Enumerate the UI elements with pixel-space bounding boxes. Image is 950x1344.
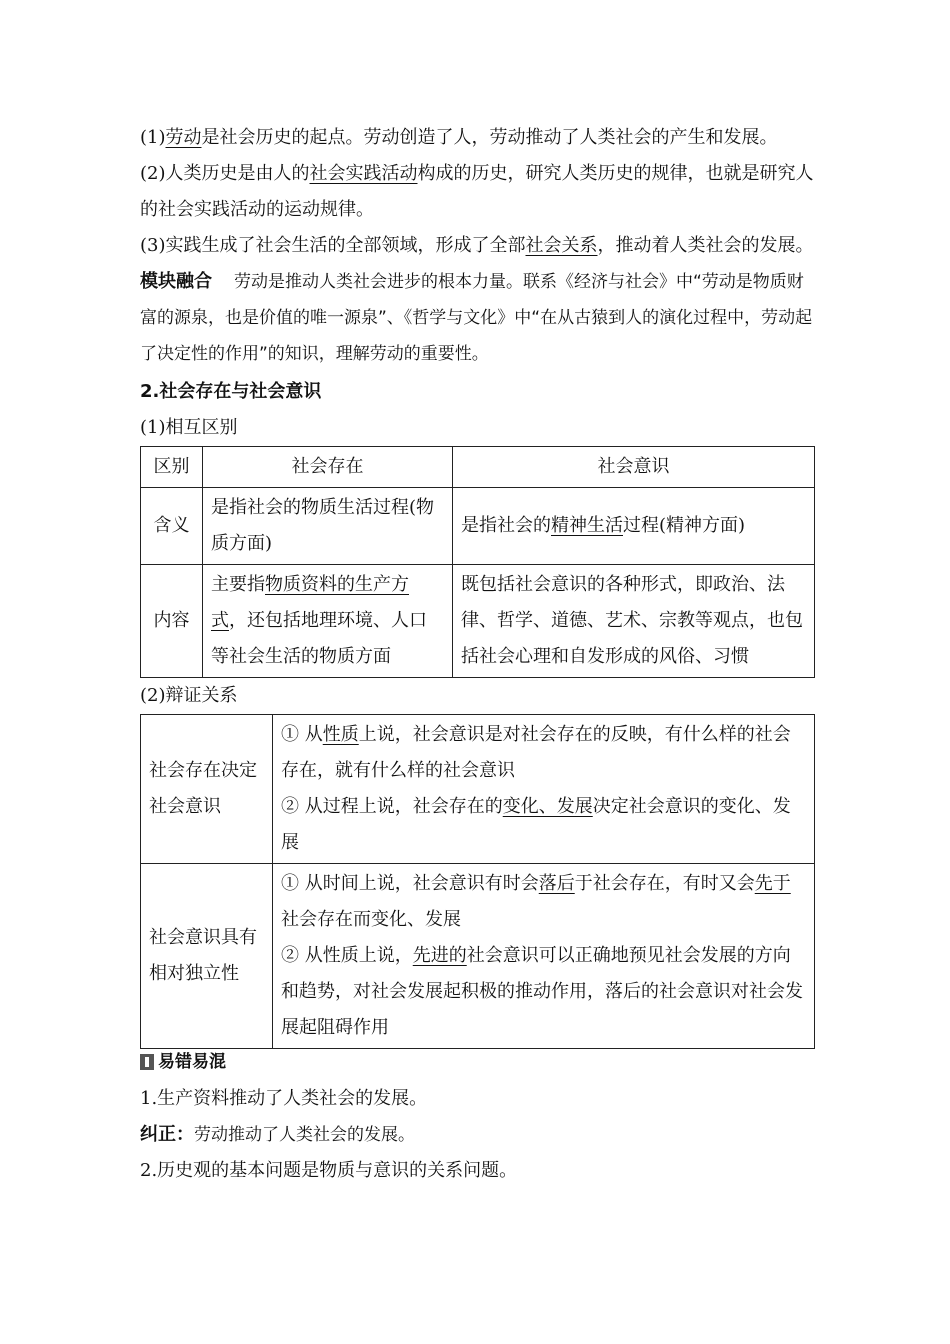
fusion-text: 劳动是推动人类社会进步的根本力量。联系《经济与社会》中“劳动是物质财富的源泉，也是价值的唯一源泉”、《哲学与文化》中“在从古猿到人的演化过程中，劳动起了决定性的作用”的知识，理解劳动的重要性。 — [140, 272, 813, 364]
row-label: 社会意识具有相对独立性 — [141, 864, 273, 1049]
table-header: 区别 — [141, 447, 203, 488]
table-row — [141, 565, 815, 678]
table-header: 社会意识 — [453, 447, 815, 488]
table-row — [141, 864, 815, 1049]
module-fusion — [140, 264, 815, 372]
text: 决定社会意识的变化、发展 — [281, 796, 791, 853]
section-marker-icon — [140, 1054, 154, 1070]
table-header: 社会存在 — [203, 447, 453, 488]
paragraph-3 — [140, 228, 815, 264]
cell-line — [281, 717, 806, 789]
text: 构成的历史，研究人类历史的规律，也就是研究人的社会实践活动的运动规律。 — [140, 163, 814, 220]
table-cell — [203, 565, 453, 678]
underlined-term: 精神生活 — [551, 515, 623, 536]
subheading-2: (2)辩证关系 — [140, 685, 238, 706]
confusion-heading — [140, 1049, 815, 1075]
text: ② 从性质上说， — [281, 945, 413, 966]
table-cell — [453, 488, 815, 565]
table-cell: 既包括社会意识的各种形式，即政治、法律、哲学、道德、艺术、宗教等观点，也包括社会心理和自发形成的风俗、习惯 — [453, 565, 815, 678]
table-cell: 是指社会的物质生活过程(物质方面) — [203, 488, 453, 565]
underlined-term: 落后 — [538, 873, 575, 894]
underlined-term: 物质资料的生产方式 — [211, 574, 409, 631]
text: ① 从 — [281, 724, 323, 745]
text: ，推动着人类社会的发展。 — [597, 235, 814, 256]
text: 过程(精神方面) — [623, 515, 746, 536]
underlined-term: 先进的 — [412, 945, 467, 966]
underlined-term: 社会实践活动 — [309, 163, 418, 184]
text: (1) — [140, 127, 166, 148]
text: 是指社会的 — [461, 515, 551, 536]
cell-line — [281, 866, 806, 938]
table-cell — [273, 715, 815, 864]
text: ② 从过程上说，社会存在的 — [281, 796, 503, 817]
row-label: 社会存在决定社会意识 — [141, 715, 273, 864]
correction — [140, 1117, 815, 1153]
fusion-label: 模块融合 — [140, 271, 212, 292]
paragraph-2 — [140, 156, 815, 228]
text: 社会存在而变化、发展 — [281, 909, 461, 930]
underlined-term: 先于 — [754, 873, 791, 894]
text: ，还包括地理环境、人口等社会生活的物质方面 — [211, 610, 427, 667]
confusion-item-2: 2.历史观的基本问题是物质与意识的关系问题。 — [140, 1160, 518, 1181]
row-label: 含义 — [141, 488, 203, 565]
table-row — [141, 715, 815, 864]
table-cell — [273, 864, 815, 1049]
dialectic-table — [140, 714, 815, 1049]
correction-label: 纠正： — [140, 1124, 194, 1145]
correction-text: 劳动推动了人类社会的发展。 — [194, 1125, 415, 1145]
section-2-title: 2.社会存在与社会意识 — [140, 381, 322, 402]
text: 于社会存在，有时又会 — [574, 873, 755, 894]
distinction-table — [140, 446, 815, 678]
text: 是社会历史的起点。劳动创造了人，劳动推动了人类社会的产生和发展。 — [201, 127, 778, 148]
cell-line — [281, 789, 806, 861]
underlined-term: 性质 — [322, 724, 359, 745]
document-page — [140, 120, 815, 1189]
underlined-term: 劳动 — [165, 127, 202, 148]
text: (3)实践生成了社会生活的全部领域，形成了全部 — [140, 235, 526, 256]
underlined-term: 变化、发展 — [502, 796, 593, 817]
text: 上说，社会意识是对社会存在的反映，有什么样的社会存在，就有什么样的社会意识 — [281, 724, 791, 781]
row-label: 内容 — [141, 565, 203, 678]
text: ① 从时间上说，社会意识有时会 — [281, 873, 539, 894]
cell-line — [281, 938, 806, 1046]
subheading-1: (1)相互区别 — [140, 417, 238, 438]
table-row — [141, 447, 815, 488]
text: 主要指 — [211, 574, 265, 595]
text: 社会意识可以正确地预见社会发展的方向和趋势，对社会发展起积极的推动作用，落后的社会意识对社会发展起阻碍作用 — [281, 945, 803, 1038]
table-row — [141, 488, 815, 565]
underlined-term: 社会关系 — [525, 235, 598, 256]
text: (2)人类历史是由人的 — [140, 163, 310, 184]
confusion-item-1: 1.生产资料推动了人类社会的发展。 — [140, 1088, 428, 1109]
paragraph-1 — [140, 120, 815, 156]
confusion-heading-text: 易错易混 — [158, 1052, 226, 1072]
